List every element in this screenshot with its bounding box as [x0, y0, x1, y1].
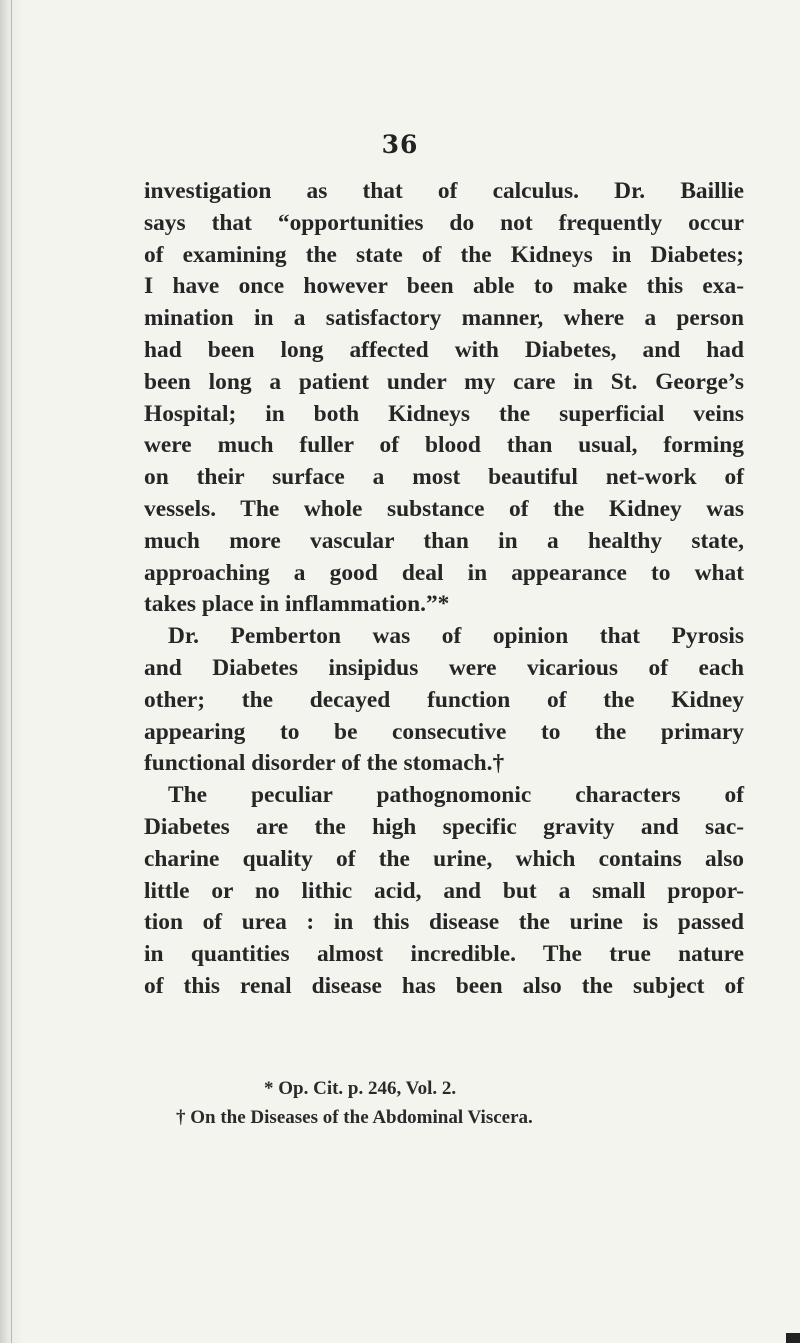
text-line: of examining the state of the Kidneys in Diabetes; [144, 241, 744, 268]
text-line: Hospital; in both Kidneys the superficial veins [144, 400, 744, 427]
body-text [144, 176, 744, 1003]
text-line: mination in a satisfactory manner, where a person [144, 305, 744, 332]
text-line: The peculiar pathognomonic characters of [168, 782, 744, 809]
text-line: investigation as that of calculus. Dr. Baillie [144, 178, 744, 204]
text-line: were much fuller of blood than usual, forming [144, 432, 744, 459]
text-line: and Diabetes insipidus were vicarious of each [144, 654, 744, 681]
text-line: other; the decayed function of the Kidney [144, 686, 744, 713]
footnotes [176, 1074, 696, 1132]
text-line: on their surface a most beautiful net-work of [144, 464, 744, 491]
text-line: approaching a good deal in appearance to what [144, 559, 744, 586]
text-line: Diabetes are the high specific gravity and sac- [144, 813, 744, 840]
footnote-1: * Op. Cit. p. 246, Vol. 2. [264, 1078, 457, 1099]
text-line: functional disorder of the stomach.† [144, 750, 505, 777]
text-line: charine quality of the urine, which contains also [144, 845, 744, 872]
text-line: been long a patient under my care in St. George’s [144, 368, 744, 395]
text-line: says that “opportunities do not frequently occur [144, 209, 744, 236]
text-line: had been long affected with Diabetes, and had [144, 336, 744, 363]
text-line: vessels. The whole substance of the Kidney was [144, 495, 744, 522]
scan-corner-mark [786, 1333, 800, 1343]
text-line: in quantities almost incredible. The true nature [144, 941, 744, 968]
page-number: 36 [381, 130, 419, 159]
text-line: of this renal disease has been also the subject of [144, 972, 744, 999]
binding-line [11, 0, 12, 1343]
text-line: appearing to be consecutive to the primary [144, 718, 744, 745]
text-line: takes place in inflammation.”* [144, 591, 450, 618]
text-line: Dr. Pemberton was of opinion that Pyrosis [168, 623, 744, 650]
text-line: little or no lithic acid, and but a small propor- [144, 877, 744, 904]
text-line: I have once however been able to make this exa- [144, 273, 744, 300]
text-line: much more vascular than in a healthy state, [144, 527, 744, 554]
text-line: tion of urea : in this disease the urine is passed [144, 909, 744, 936]
footnote-2: † On the Diseases of the Abdominal Viscera. [176, 1107, 533, 1128]
